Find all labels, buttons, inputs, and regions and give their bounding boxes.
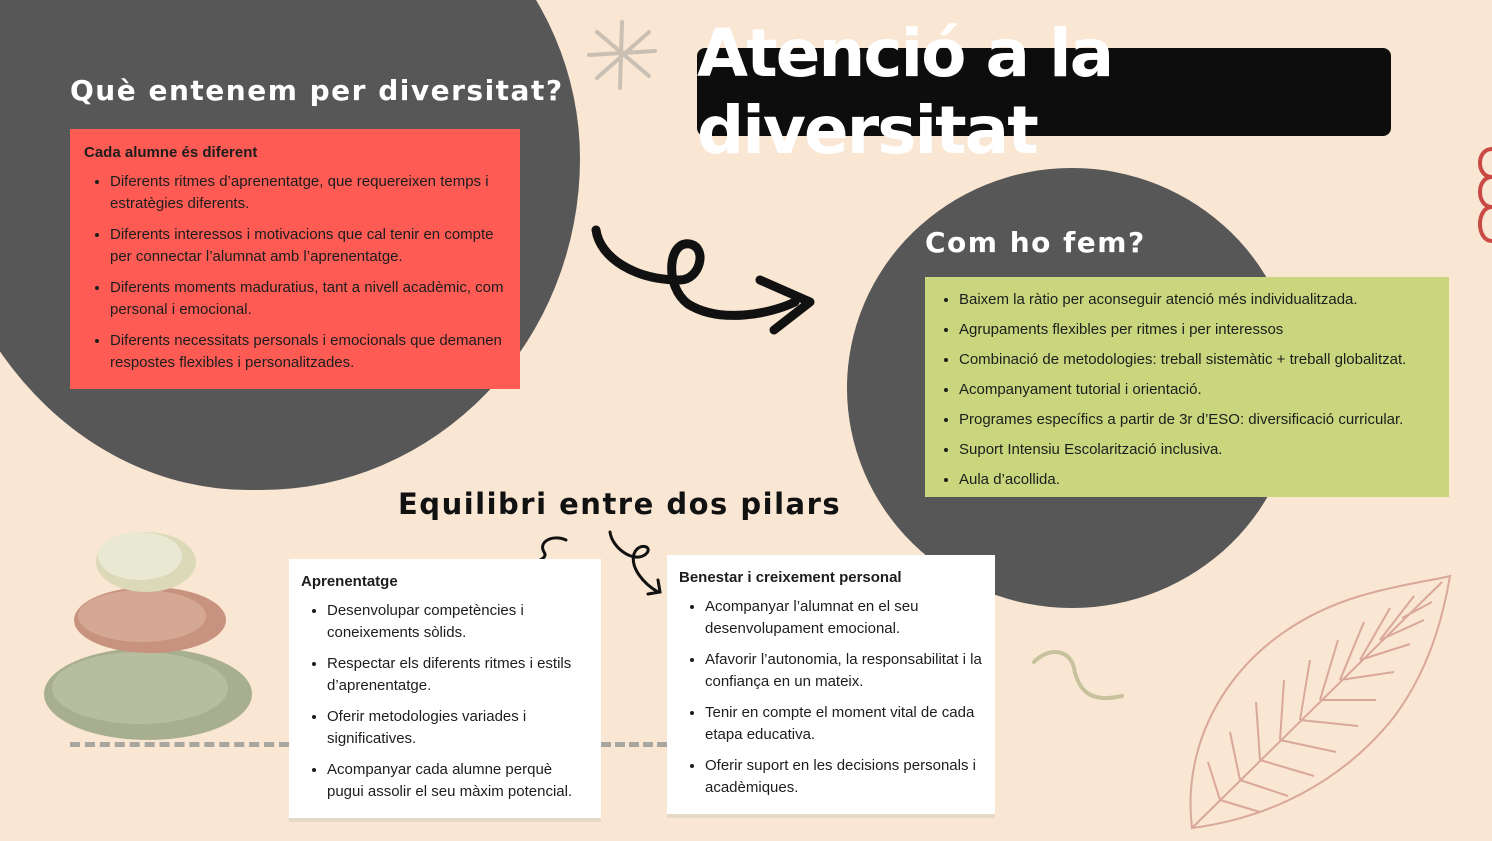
list-item: • Acompanyar cada alumne perquè pugui assolir el seu màxim potencial. [327, 759, 589, 802]
green-card [925, 277, 1449, 497]
list-item: • Aula d’acollida. [959, 469, 1435, 491]
section-how-heading: Com ho fem? [925, 226, 1146, 259]
list-item: • Agrupaments flexibles per ritmes i per interessos [959, 319, 1435, 341]
list-item: • Oferir metodologies variades i significatives. [327, 706, 589, 749]
wellbeing-card [667, 555, 995, 814]
list-item: • Tenir en compte el moment vital de cada etapa educativa. [705, 702, 983, 745]
list-item: • Afavorir l’autonomia, la responsabilitat i la confiança en un mateix. [705, 649, 983, 692]
learning-card-title: Aprenentatge [301, 573, 398, 590]
list-item: • Combinació de metodologies: treball sistemàtic + treball globalitzat. [959, 349, 1435, 371]
curly-arrow-icon [590, 218, 822, 346]
section-what-heading: Què entenem per diversitat? [70, 74, 564, 107]
list-item: • Oferir suport en les decisions personals i acadèmiques. [705, 755, 983, 798]
list-item: • Baixem la ràtio per aconseguir atenció més individualitzada. [959, 289, 1435, 311]
page-title-box [697, 15, 1391, 169]
leaf-icon [1180, 572, 1456, 836]
list-item: • Diferents necessitats personals i emocionals que demanen respostes flexibles i personalitzades. [110, 330, 506, 373]
red-card-title: Cada alumne és diferent [84, 144, 258, 161]
list-item: • Suport Intensiu Escolarització inclusiva. [959, 439, 1435, 461]
list-item: • Acompanyar l’alumnat en el seu desenvolupament emocional. [705, 596, 983, 639]
small-arrow-right-icon [604, 528, 670, 600]
stacked-stones-icon [44, 526, 256, 744]
list-item: • Desenvolupar competències i coneixements sòlids. [327, 600, 589, 643]
list-item: • Programes específics a partir de 3r d’ESO: diversificació curricular. [959, 409, 1435, 431]
list-item: • Diferents ritmes d’aprenentatge, que requereixen temps i estratègies diferents. [110, 171, 506, 214]
red-loops-icon [1470, 145, 1492, 255]
red-card [70, 129, 520, 389]
list-item: • Acompanyament tutorial i orientació. [959, 379, 1435, 401]
squiggle-icon [1030, 646, 1126, 708]
list-item: • Respectar els diferents ritmes i estils d’aprenentatge. [327, 653, 589, 696]
page-title: Atenció a la diversitat [697, 15, 1113, 169]
pillars-heading: Equilibri entre dos pilars [398, 487, 842, 521]
learning-card [289, 559, 601, 818]
list-item: • Diferents moments maduratius, tant a nivell acadèmic, com personal i emocional. [110, 277, 506, 320]
wellbeing-card-title: Benestar i creixement personal [679, 569, 902, 586]
asterisk-icon [585, 18, 659, 92]
divider-middle [601, 742, 667, 747]
list-item: • Diferents interessos i motivacions que cal tenir en compte per connectar l’alumnat amb l’aprenentatge. [110, 224, 506, 267]
